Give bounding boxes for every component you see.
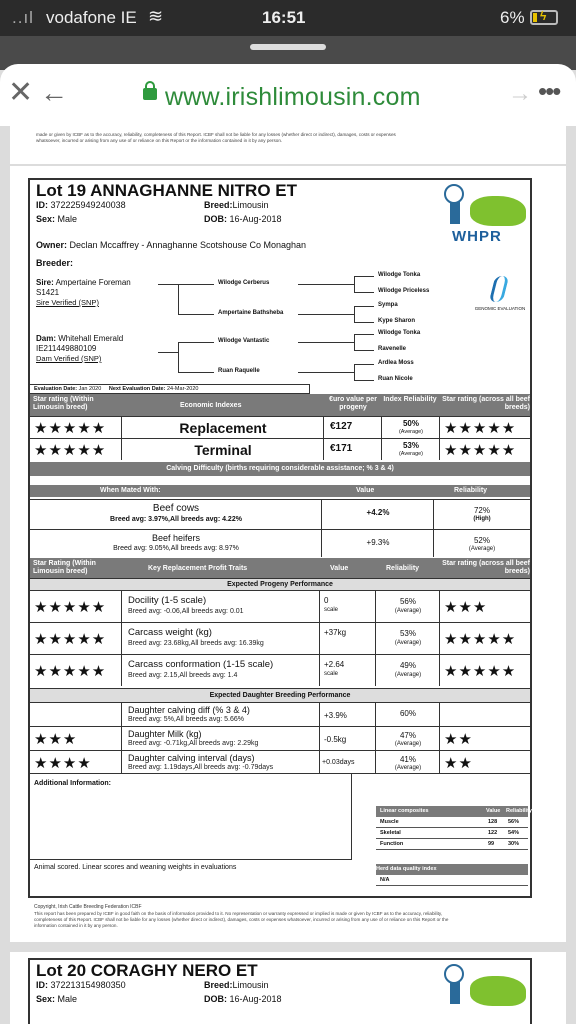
- trait-reliability: 60%: [399, 709, 416, 718]
- forward-arrow-icon[interactable]: →: [508, 80, 532, 107]
- reliability-note: (Average): [394, 672, 422, 678]
- id-label: ID:: [36, 980, 48, 990]
- trait-value: +2.64: [324, 660, 345, 669]
- battery-icon: ϟ: [530, 10, 558, 25]
- breed-average: Breed avg: 23.68kg,All breeds avg: 16.39kg: [128, 640, 264, 647]
- browser-toolbar: [0, 64, 576, 126]
- additional-info-box: [30, 774, 352, 860]
- star-rating: ★★★★★: [34, 631, 107, 648]
- sex-value: Male: [57, 214, 78, 224]
- herd-quality-value: N/A: [376, 875, 528, 886]
- sex-label: Sex:: [36, 214, 56, 224]
- daughter-bar: Expected Daughter Breeding Performance: [30, 688, 530, 702]
- sex-row: [36, 994, 77, 1004]
- star-rating-across: ★★★★★: [444, 442, 517, 459]
- calving-row-cows: [30, 499, 530, 529]
- dob-row: [204, 994, 282, 1004]
- additional-info-label: Additional Information:: [34, 780, 111, 787]
- hdr-linear: Linear composites: [380, 808, 429, 814]
- report-lot-19: [28, 178, 532, 898]
- dob-value: 16-Aug-2018: [229, 214, 282, 224]
- owner-value: Declan Mccaffrey - Annaghanne Scotshouse Co Monaghan: [69, 240, 307, 250]
- hdr-star: Star Rating (Within Limousin breed): [33, 560, 96, 575]
- disclaimer: This report has been prepared by ICBF in good faith on the basis of information provided to it. No representation or warranty expressed or implied is made or given by ICBF as to the accuracy, reliability, completeness of this Report. ICBF shall not be liable for any losses (whether direct or indirect), damages, costs or expenses whatsoever, incurred or arising from any use of or reliance on this Report or the information contained in it by any person.: [34, 911, 449, 928]
- breed-average: Breed avg: 2.15,All breeds avg: 1.4: [128, 672, 238, 679]
- whpr-logo: [440, 962, 530, 1024]
- trait-name: Docility (1-5 scale): [128, 595, 207, 606]
- linear-composites-table: [376, 806, 532, 886]
- carrier-name: vodafone IE: [46, 8, 137, 27]
- reliability-note: (Average): [394, 741, 422, 747]
- id-row: [36, 980, 126, 990]
- trait-value: +3.9%: [324, 711, 347, 720]
- dam-label: Dam:: [36, 334, 57, 343]
- hdr-rel: Reliability: [506, 808, 532, 814]
- hdr-mated: When Mated With:: [100, 487, 161, 494]
- sex-row: [36, 214, 77, 224]
- daughter-row: [30, 702, 530, 726]
- trait-name: Carcass weight (kg): [128, 627, 212, 638]
- dob-label: DOB:: [204, 994, 227, 1004]
- breeder-label: Breeder:: [36, 258, 74, 268]
- calving-value: +9.3%: [366, 538, 390, 547]
- dam-name: Whitehall Emerald: [58, 334, 124, 343]
- linear-name: Function: [380, 841, 404, 847]
- star-rating-across: ★★: [444, 755, 473, 772]
- sire-label: Sire:: [36, 278, 54, 287]
- breed-label: Breed:: [204, 980, 233, 990]
- more-options-icon[interactable]: •••: [538, 76, 560, 106]
- calving-reliability: 72%: [473, 506, 490, 515]
- trait-value: -0.5kg: [324, 735, 347, 744]
- star-rating-across: ★★★★★: [444, 663, 517, 680]
- star-rating: ★★★★★: [34, 599, 107, 616]
- ggp-6: Ravenelle: [378, 346, 407, 352]
- previous-page: [10, 126, 566, 164]
- cow-icon: [470, 976, 526, 1006]
- trait-reliability: 49%: [399, 661, 416, 670]
- dna-icon: [489, 276, 509, 302]
- report-lot-20: [28, 958, 532, 1024]
- logo-text: WHPR: [452, 228, 502, 245]
- trait-reliability: 47%: [399, 731, 416, 740]
- breed-average: Breed avg: 9.05%,All breeds avg: 8.97%: [113, 545, 239, 552]
- linear-row: [376, 828, 528, 839]
- lot-title: Lot 20 CORAGHY NERO ET: [36, 961, 258, 980]
- sex-value: Male: [57, 994, 78, 1004]
- trait-value: 0: [324, 596, 329, 605]
- linear-rel: 56%: [508, 819, 520, 825]
- breed-value: Limousin: [232, 980, 269, 990]
- breed-row: [204, 980, 269, 990]
- reliability-note: (Average): [394, 640, 422, 646]
- herd-quality-header: Herd data quality index: [376, 864, 528, 875]
- linear-row: [376, 839, 528, 850]
- dob-row: [204, 214, 282, 224]
- grandsire-paternal: Wilodge Cerberus: [218, 280, 270, 286]
- star-rating: ★★★★: [34, 755, 92, 772]
- index-reliability: 53%: [402, 441, 419, 450]
- index-row-replacement: [30, 416, 530, 438]
- reliability-note: (Average): [394, 765, 422, 771]
- mated-with: Beef heifers: [151, 533, 201, 543]
- scale-icon: [444, 964, 464, 984]
- trait-reliability: 53%: [399, 629, 416, 638]
- id-label: ID:: [36, 200, 48, 210]
- hdr-value: Value: [330, 565, 349, 572]
- dam-block: [36, 334, 123, 364]
- hdr-index: Economic Indexes: [180, 402, 242, 409]
- star-rating: ★★★★★: [34, 420, 107, 437]
- breed-average: Breed avg: -0.06,All breeds avg: 0.01: [128, 608, 244, 615]
- traits-header: [30, 558, 530, 578]
- breed-value: Limousin: [232, 200, 269, 210]
- owner-row: [36, 240, 306, 250]
- scale-icon: [444, 184, 464, 204]
- close-icon[interactable]: ✕: [8, 76, 34, 109]
- trait-unit: scale: [324, 671, 339, 677]
- trait-name: Daughter calving interval (days): [128, 753, 255, 763]
- genomic-label: GENOMIC EVALUATION: [474, 306, 526, 311]
- hdr-value: Value: [356, 487, 375, 494]
- status-bar: [0, 0, 576, 36]
- granddam-paternal: Ampertaine Bathsheba: [218, 310, 284, 316]
- star-rating: ★★★★★: [34, 663, 107, 680]
- drag-handle[interactable]: [250, 44, 326, 50]
- trait-unit: scale: [324, 607, 339, 613]
- linear-name: Muscle: [380, 819, 399, 825]
- star-rating-across: ★★: [444, 731, 473, 748]
- calving-bar: Calving Difficulty (births requiring considerable assistance; % 3 & 4): [30, 462, 530, 476]
- signal-icon: ..ıl: [12, 8, 34, 27]
- owner-label: Owner:: [36, 240, 68, 250]
- breed-label: Breed:: [204, 200, 233, 210]
- linear-header: [376, 806, 532, 817]
- index-value: €127: [330, 421, 353, 432]
- index-value: €171: [330, 443, 353, 454]
- dob-value: 16-Aug-2018: [229, 994, 282, 1004]
- grandsire-maternal: Wilodge Vantastic: [218, 338, 270, 344]
- ggp-7: Ardlea Moss: [378, 360, 414, 366]
- sire-verified: Sire Verified (SNP): [36, 298, 99, 307]
- ggp-2: Wilodge Priceless: [378, 288, 430, 294]
- linear-rel: 54%: [508, 830, 520, 836]
- sire-block: [36, 278, 131, 308]
- granddam-maternal: Ruan Raquelle: [218, 368, 260, 374]
- hdr-star: Star rating (Within Limousin breed): [33, 396, 94, 411]
- index-name: Replacement: [179, 420, 267, 436]
- hdr-rel: Reliability: [454, 487, 488, 494]
- daughter-row: [30, 750, 530, 774]
- index-reliability: 50%: [402, 419, 419, 428]
- hdr-value: Value: [486, 808, 501, 814]
- trait-name: Daughter Milk (kg): [128, 729, 202, 739]
- dob-label: DOB:: [204, 214, 227, 224]
- linear-row: [376, 817, 528, 828]
- copyright: Copyright, Irish Cattle Breeding Federation ICBF: [34, 904, 142, 910]
- ggp-3: Sympa: [378, 302, 398, 308]
- reliability-note: (Average): [468, 546, 496, 552]
- hdr-star2: Star rating (across all beef breeds): [442, 396, 530, 411]
- star-rating-across: ★★★: [444, 599, 488, 616]
- next-eval-date: 24-Mar-2020: [166, 386, 199, 392]
- index-row-terminal: [30, 438, 530, 460]
- hdr-euro: €uro value per progeny: [329, 396, 377, 411]
- progeny-row: [30, 590, 530, 622]
- animal-scored-note: Animal scored. Linear scores and weaning weights in evaluations: [34, 864, 237, 871]
- id-value: 372225949240038: [50, 200, 126, 210]
- id-row: [36, 200, 126, 210]
- whpr-logo: [440, 182, 530, 252]
- ggp-5: Wilodge Tonka: [378, 330, 421, 336]
- trait-value: +0.03days: [322, 759, 355, 766]
- star-rating-across: ★★★★★: [444, 420, 517, 437]
- breed-average: Breed avg: 1.19days,All breeds avg: -0.79days: [128, 764, 274, 771]
- breed-average: Breed avg: 5%,All breeds avg: 5.66%: [128, 716, 244, 723]
- trait-reliability: 41%: [399, 755, 416, 764]
- linear-rel: 30%: [508, 841, 520, 847]
- star-rating: ★★★★★: [34, 442, 107, 459]
- reliability-note: (High): [473, 516, 491, 522]
- wifi-icon: ≋: [148, 6, 164, 26]
- daughter-row: [30, 726, 530, 750]
- ggp-4: Kype Sharon: [378, 318, 416, 324]
- progeny-bar: Expected Progeny Performance: [30, 578, 530, 590]
- index-header: [30, 394, 530, 416]
- eval-date-label: Evaluation Date:: [34, 386, 78, 392]
- breed-row: [204, 200, 269, 210]
- reliability-note: (Average): [394, 608, 422, 614]
- trait-reliability: 56%: [399, 597, 416, 606]
- calving-row-heifers: [30, 529, 530, 557]
- evaluation-dates: [30, 384, 310, 394]
- hdr-rel: Index Reliability: [383, 396, 437, 403]
- id-value: 372213154980350: [50, 980, 126, 990]
- sire-name: Ampertaine Foreman: [55, 278, 131, 287]
- ggp-8: Ruan Nicole: [378, 376, 413, 382]
- clock: 16:51: [262, 8, 306, 27]
- dam-verified: Dam Verified (SNP): [36, 354, 102, 363]
- hdr-traits: Key Replacement Profit Traits: [148, 565, 248, 572]
- lot-title: Lot 19 ANNAGHANNE NITRO ET: [36, 181, 297, 200]
- calving-header: [30, 485, 530, 497]
- calving-value: +4.2%: [366, 508, 390, 517]
- index-name: Terminal: [194, 442, 252, 458]
- battery-percent: 6%: [500, 8, 525, 27]
- linear-value: 122: [488, 830, 498, 836]
- cow-icon: [470, 196, 526, 226]
- next-eval-label: Next Evaluation Date:: [108, 386, 166, 392]
- hdr-star2: Star rating (across all beef breeds): [442, 560, 530, 575]
- star-rating: ★★★: [34, 731, 78, 748]
- breed-average: Breed avg: 3.97%,All breeds avg: 4.22%: [110, 516, 242, 523]
- sire-id: S1421: [36, 288, 60, 297]
- mated-with: Beef cows: [152, 503, 200, 514]
- progeny-row: [30, 654, 530, 686]
- trait-name: Daughter calving diff (% 3 & 4): [128, 705, 250, 715]
- linear-value: 128: [488, 819, 498, 825]
- calving-reliability: 52%: [473, 536, 490, 545]
- disclaimer-top: made or given by ICBF as to the accuracy, reliability, completeness of this Report. ICBF shall not be liable for any losses (whether direct or indirect), damages, costs or expenses whatsoever, incurred or arising from any use of or reliance on this Report or the information contained in it by any person.: [36, 132, 396, 143]
- reliability-note: (Average): [398, 451, 424, 457]
- trait-name: Carcass conformation (1-15 scale): [128, 659, 274, 670]
- dam-id: IE211449880109: [36, 344, 97, 353]
- linear-name: Skeletal: [380, 830, 401, 836]
- breed-average: Breed avg: -0.71kg,All breeds avg: 2.29kg: [128, 740, 259, 747]
- star-rating-across: ★★★★★: [444, 631, 517, 648]
- trait-value: +37kg: [324, 628, 347, 637]
- url-text[interactable]: www.irishlimousin.com: [165, 83, 421, 111]
- progeny-row: [30, 622, 530, 654]
- lock-icon: [143, 88, 157, 100]
- hdr-rel: Reliability: [386, 565, 420, 572]
- linear-value: 99: [488, 841, 495, 847]
- reliability-note: (Average): [398, 429, 424, 435]
- sex-label: Sex:: [36, 994, 56, 1004]
- eval-date: Jan 2020: [78, 386, 102, 392]
- back-arrow-icon[interactable]: ←: [40, 77, 68, 108]
- ggp-1: Wilodge Tonka: [378, 272, 421, 278]
